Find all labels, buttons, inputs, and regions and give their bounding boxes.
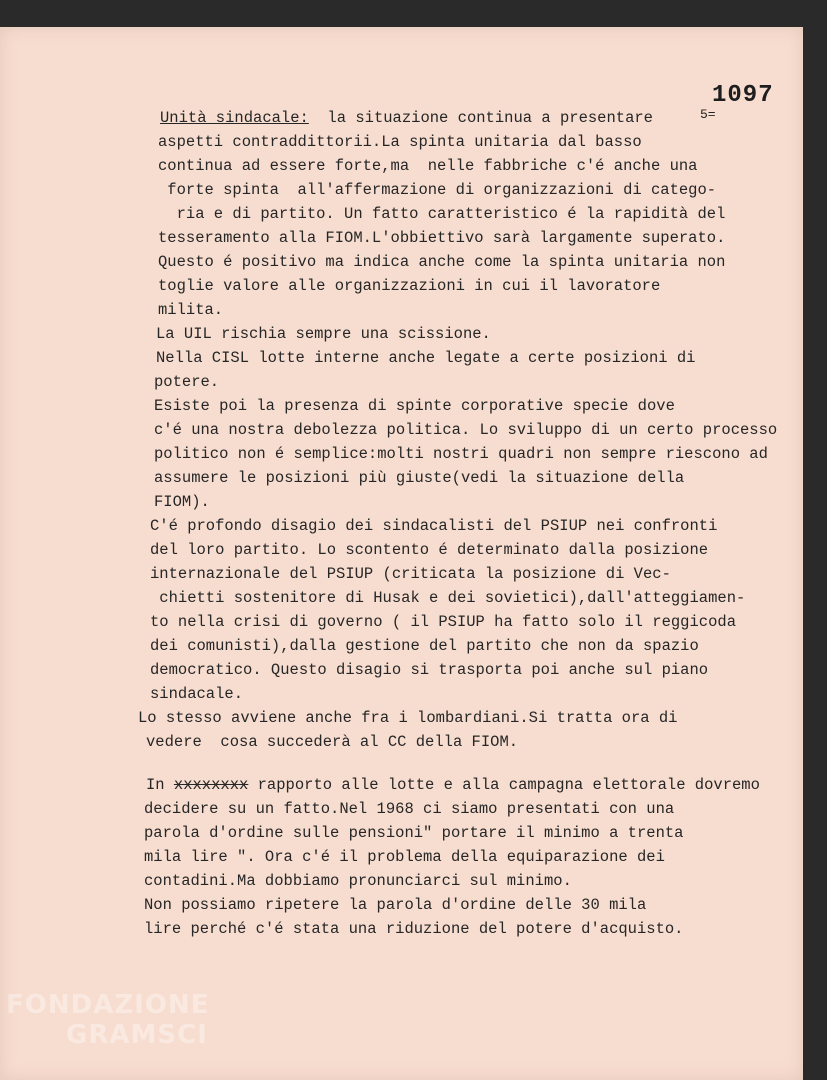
watermark-line-1: FONDAZIONE <box>6 990 210 1020</box>
heading-line-rest: la situazione continua a presentare <box>308 109 653 127</box>
text-line-para2 <box>146 776 760 794</box>
text-line: Nella CISL lotte interne anche legate a certe posizioni di <box>156 349 696 367</box>
text-line: dei comunisti),dalla gestione del partito che non da spazio <box>150 637 699 655</box>
para2-first-rest: rapporto alle lotte e alla campagna elettorale dovremo <box>248 776 760 794</box>
text-line: internazionale del PSIUP (criticata la posizione di Vec- <box>150 565 671 583</box>
archive-watermark <box>6 990 209 1050</box>
text-line: democratico. Questo disagio si trasporta poi anche sul piano <box>150 661 709 679</box>
document-page <box>0 27 803 1080</box>
text-line: mila lire ". Ora c'é il problema della equiparazione dei <box>144 848 665 866</box>
text-line: toglie valore alle organizzazioni in cui il lavoratore <box>158 277 661 295</box>
text-line: continua ad essere forte,ma nelle fabbriche c'é anche una <box>158 157 698 175</box>
page-sub-number: 5= <box>700 107 716 122</box>
text-line: Questo é positivo ma indica anche come la spinta unitaria non <box>158 253 726 271</box>
section-heading: Unità sindacale: <box>160 109 309 127</box>
text-line: lire perché c'é stata una riduzione del potere d'acquisto. <box>144 920 684 938</box>
text-line: del loro partito. Lo scontento é determinato dalla posizione <box>150 541 709 559</box>
text-line: vedere cosa succederà al CC della FIOM. <box>146 733 519 751</box>
text-line: Non possiamo ripetere la parola d'ordine delle 30 mila <box>144 896 647 914</box>
text-line: C'é profondo disagio dei sindacalisti del PSIUP nei confronti <box>150 517 718 535</box>
text-line: Lo stesso avviene anche fra i lombardiani.Si tratta ora di <box>138 709 678 727</box>
text-line: c'é una nostra debolezza politica. Lo sviluppo di un certo processo <box>154 421 778 439</box>
text-line: tesseramento alla FIOM.L'obbiettivo sarà largamente superato. <box>158 229 726 247</box>
text-line: to nella crisi di governo ( il PSIUP ha fatto solo il reggicoda <box>150 613 736 631</box>
para2-prefix: In <box>146 776 174 794</box>
text-line: forte spinta all'affermazione di organizzazioni di catego- <box>158 181 717 199</box>
text-line-1 <box>160 109 653 127</box>
text-line: ria e di partito. Un fatto caratteristico é la rapidità del <box>158 205 726 223</box>
text-line: aspetti contraddittorii.La spinta unitaria dal basso <box>158 133 642 151</box>
text-line: parola d'ordine sulle pensioni" portare il minimo a trenta <box>144 824 684 842</box>
text-line: FIOM). <box>154 493 210 511</box>
text-line: decidere su un fatto.Nel 1968 ci siamo presentati con una <box>144 800 675 818</box>
text-line: contadini.Ma dobbiamo pronunciarci sul minimo. <box>144 872 572 890</box>
text-line: La UIL rischia sempre una scissione. <box>156 325 491 343</box>
text-line: sindacale. <box>150 685 244 703</box>
text-line: milita. <box>158 301 224 319</box>
text-line: chietti sostenitore di Husak e dei sovietici),dall'atteggiamen- <box>150 589 746 607</box>
text-line: politico non é semplice:molti nostri quadri non sempre riescono ad <box>154 445 768 463</box>
text-line: assumere le posizioni più giuste(vedi la situazione della <box>154 469 685 487</box>
page-number: 1097 <box>712 82 774 109</box>
text-line: potere. <box>154 373 220 391</box>
watermark-line-2: GRAMSCI <box>66 1020 208 1050</box>
text-line: Esiste poi la presenza di spinte corporative specie dove <box>154 397 675 415</box>
struck-text: xxxxxxxx <box>173 776 249 794</box>
